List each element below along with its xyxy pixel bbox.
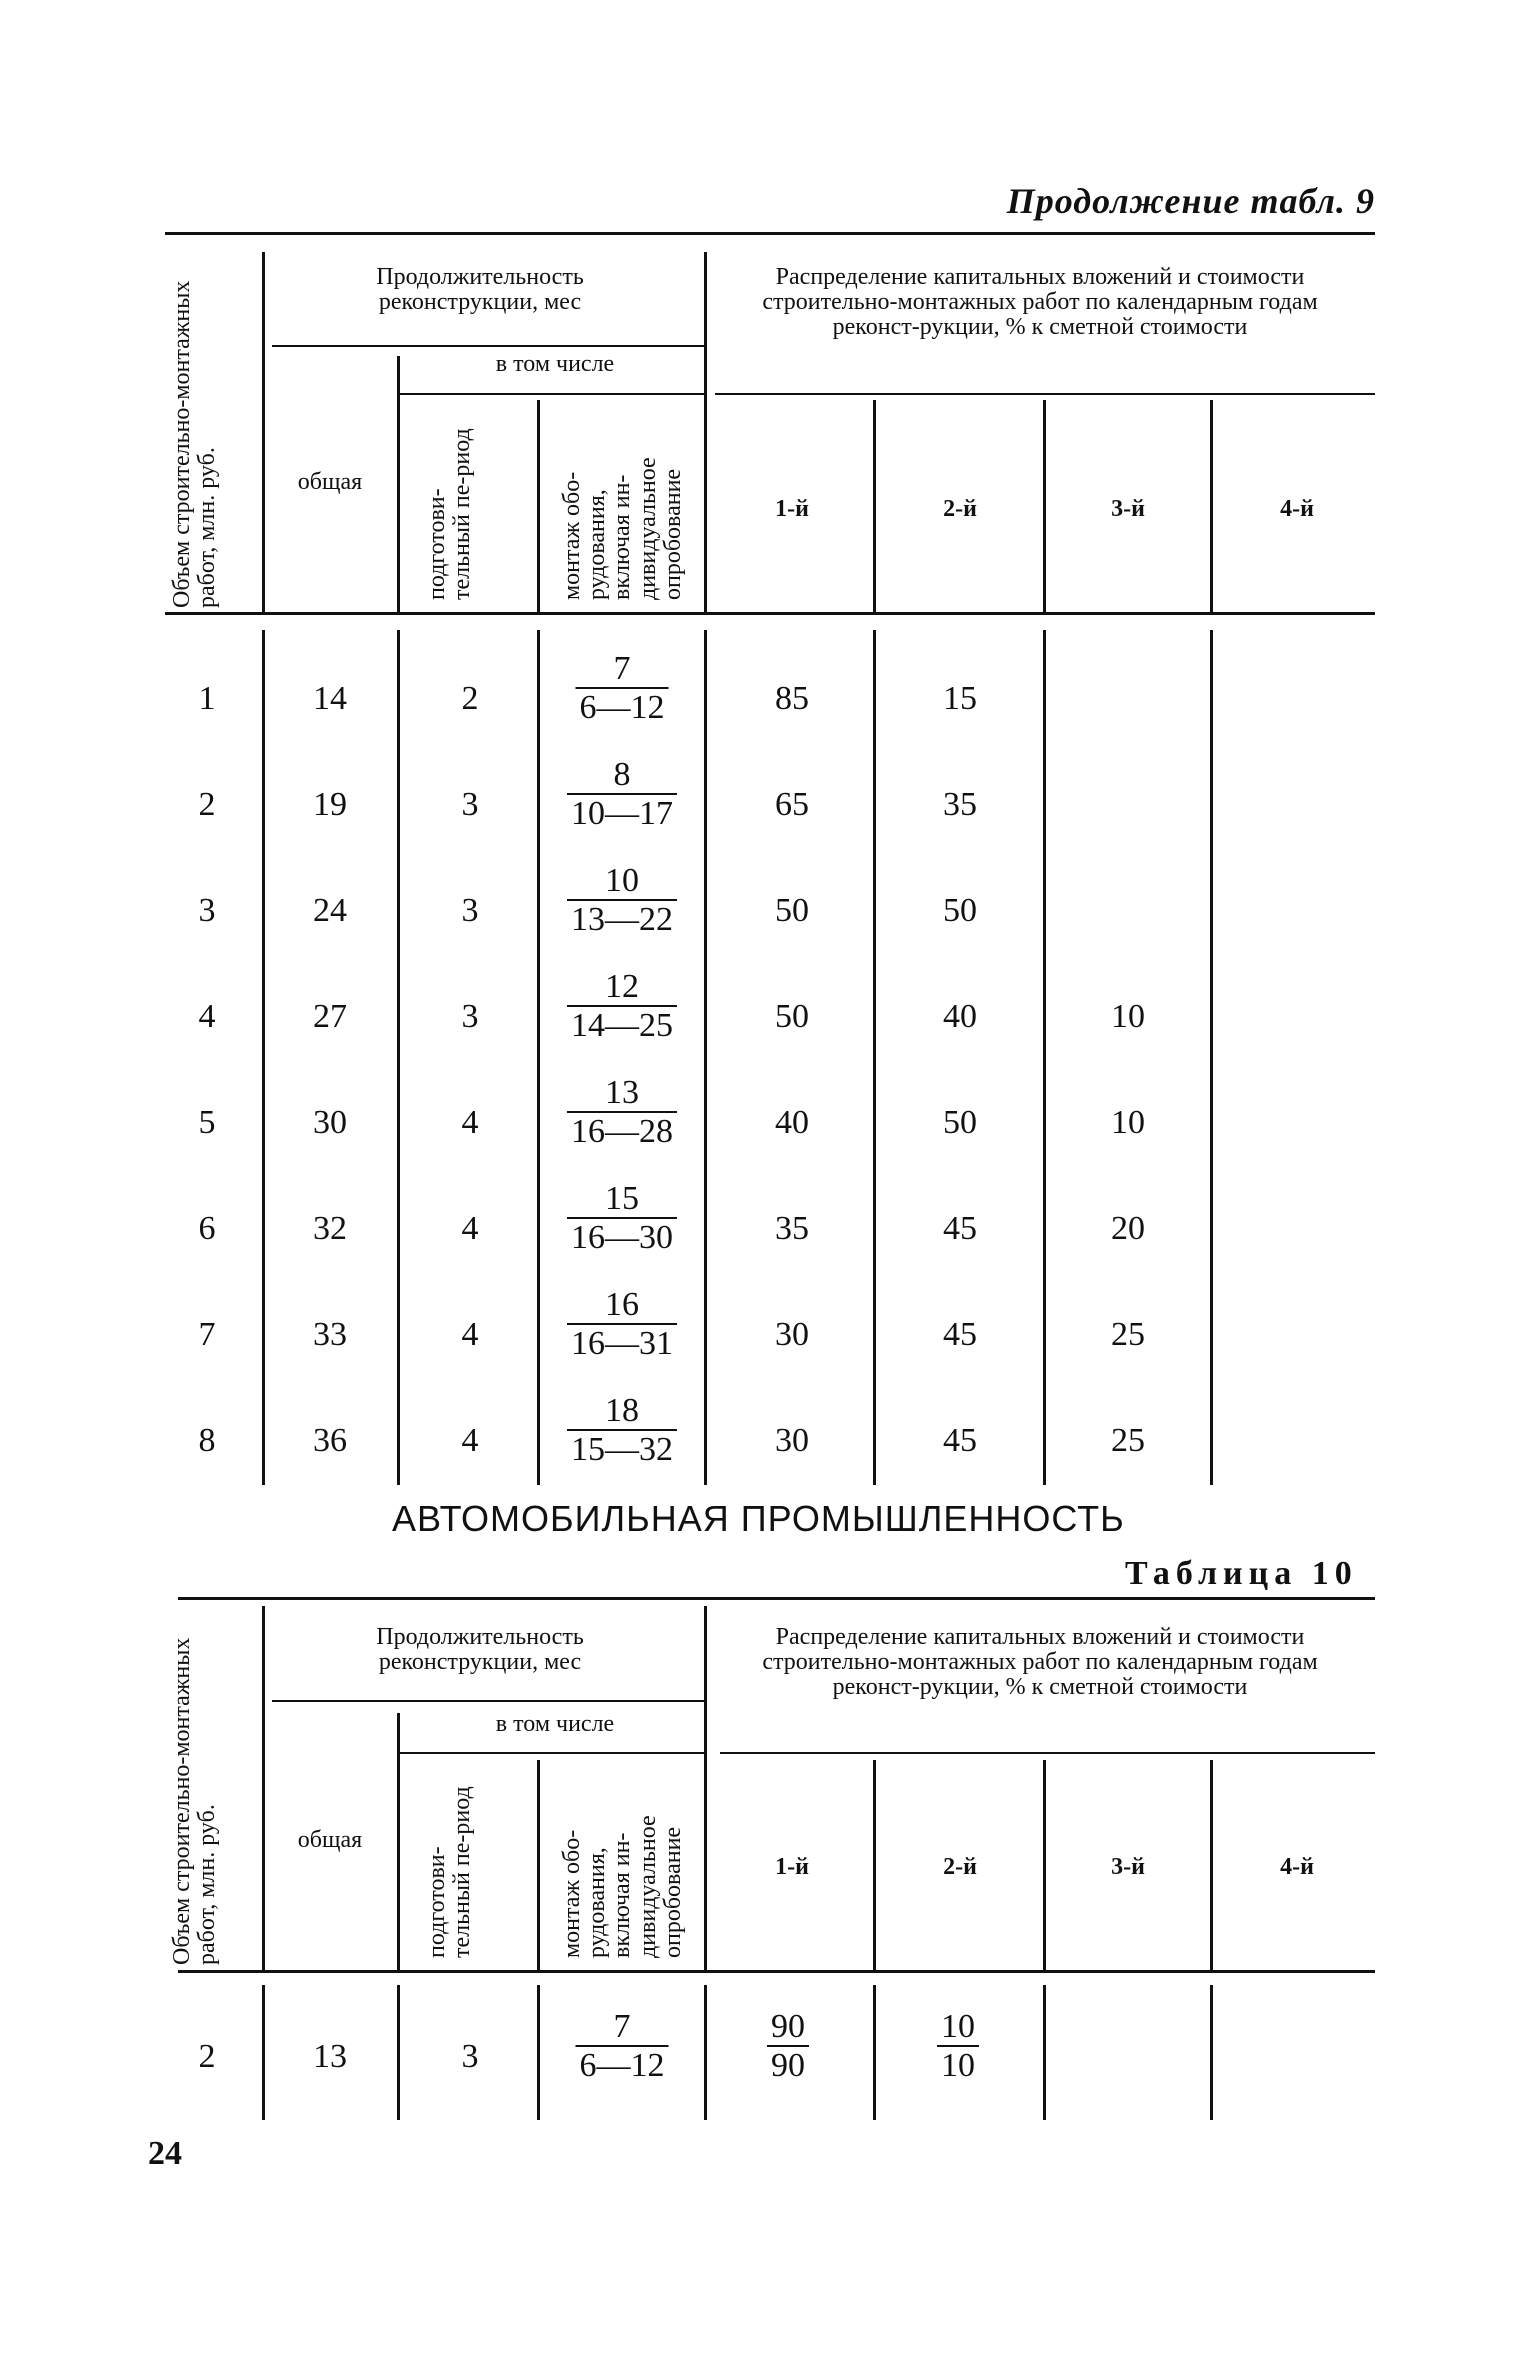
cell-year-2: $\frac{10}{10}$: [937, 2008, 979, 2085]
table10-header-divider: [704, 1606, 707, 1970]
table9-body-divider: [537, 630, 540, 1485]
cell-year-1: 50: [775, 998, 809, 1035]
cell-total: 19: [313, 786, 347, 823]
cell-install: $\frac{13}{16—28}$: [567, 1074, 677, 1151]
cell-prep: 3: [461, 786, 479, 823]
continuation-title: Продолжение табл. 9: [1006, 181, 1375, 221]
header-year-4: 4-й: [1280, 1854, 1314, 1880]
cell-year-2: 45: [943, 1316, 977, 1353]
table10-body-divider: [873, 1985, 876, 2120]
section-title: АВТОМОБИЛЬНАЯ ПРОМЫШЛЕННОСТЬ: [392, 1498, 1125, 1539]
table10-body-divider: [704, 1985, 707, 2120]
cell-year-1: $\frac{90}{90}$: [767, 2008, 809, 2085]
cell-prep: 4: [461, 1316, 479, 1353]
table9-header-divider: [704, 252, 707, 612]
table9-body-divider: [1043, 630, 1046, 1485]
cell-install: $\frac{15}{16—30}$: [567, 1180, 677, 1257]
table10-header-divider: [1210, 1760, 1213, 1970]
cell-year-2: 40: [943, 998, 977, 1035]
cell-total: 30: [313, 1104, 347, 1141]
cell-year-3: 10: [1111, 998, 1145, 1035]
cell-prep: 4: [461, 1210, 479, 1247]
header-year-2: 2-й: [943, 1854, 977, 1880]
header-year-1: 1-й: [775, 496, 809, 522]
header-distribution: Распределение капитальных вложений и стоимости строительно-монтажных работ по календарным годам реконст-рукции, % к сметной стоимости: [762, 264, 1318, 341]
cell-prep: 4: [461, 1104, 479, 1141]
cell-volume: 2: [198, 2038, 216, 2075]
table9-header-divider: [262, 252, 265, 612]
table10-header-divider: [262, 1606, 265, 1970]
cell-year-3: 10: [1111, 1104, 1145, 1141]
cell-prep: 3: [461, 892, 479, 929]
table9-body-divider: [262, 630, 265, 1485]
cell-prep: 3: [461, 998, 479, 1035]
header-duration: Продолжительность реконструкции, мес: [376, 1624, 584, 1676]
table10-header-divider: [537, 1760, 540, 1970]
header-volume: Объем строительно-монтажных работ, млн. руб.: [169, 280, 221, 608]
cell-total: 36: [313, 1422, 347, 1459]
table10-body-divider: [1210, 1985, 1213, 2120]
table9-body-divider: [1210, 630, 1213, 1485]
header-including: в том числе: [495, 1711, 615, 1737]
cell-total: 32: [313, 1210, 347, 1247]
table10-title: Таблица 10: [1125, 1555, 1358, 1592]
header-install: монтаж обо-рудования, включая ин-дивидуальное опробование: [559, 1815, 686, 1958]
header-year-1: 1-й: [775, 1854, 809, 1880]
cell-prep: 2: [461, 680, 479, 717]
header-volume: Объем строительно-монтажных работ, млн. руб.: [169, 1637, 221, 1965]
table9-header-subrule: [715, 393, 1375, 395]
cell-install: $\frac{12}{14—25}$: [567, 968, 677, 1045]
cell-year-1: 35: [775, 1210, 809, 1247]
cell-year-3: 25: [1111, 1422, 1145, 1459]
cell-volume: 7: [198, 1316, 216, 1353]
cell-total: 24: [313, 892, 347, 929]
header-year-2: 2-й: [943, 496, 977, 522]
table9-header-subrule: [272, 345, 704, 347]
table10-header-bottom-rule: [178, 1970, 1375, 1973]
table9-header-divider: [1043, 400, 1046, 612]
cell-total: 27: [313, 998, 347, 1035]
cell-total: 33: [313, 1316, 347, 1353]
cell-volume: 3: [198, 892, 216, 929]
cell-year-2: 35: [943, 786, 977, 823]
table10-header-divider: [1043, 1760, 1046, 1970]
table10-header-subrule: [720, 1752, 1375, 1754]
cell-year-1: 40: [775, 1104, 809, 1141]
cell-prep: 4: [461, 1422, 479, 1459]
cell-year-2: 45: [943, 1422, 977, 1459]
cell-year-1: 65: [775, 786, 809, 823]
cell-year-1: 50: [775, 892, 809, 929]
cell-install: $\frac{16}{16—31}$: [567, 1286, 677, 1363]
header-prep: подготови-тельный пе-риод: [424, 1786, 476, 1958]
cell-install: $\frac{7}{6—12}$: [576, 2008, 669, 2085]
table10-body-divider: [1043, 1985, 1046, 2120]
header-year-3: 3-й: [1111, 496, 1145, 522]
cell-total: 14: [313, 680, 347, 717]
cell-year-2: 50: [943, 892, 977, 929]
cell-year-1: 30: [775, 1422, 809, 1459]
cell-volume: 6: [198, 1210, 216, 1247]
cell-install: $\frac{18}{15—32}$: [567, 1392, 677, 1469]
header-distribution: Распределение капитальных вложений и стоимости строительно-монтажных работ по календарным годам реконст-рукции, % к сметной стоимости: [762, 1624, 1318, 1701]
table9-header-divider: [537, 400, 540, 612]
cell-volume: 5: [198, 1104, 216, 1141]
cell-volume: 8: [198, 1422, 216, 1459]
table9-body-divider: [397, 630, 400, 1485]
cell-year-2: 50: [943, 1104, 977, 1141]
header-including: в том числе: [495, 351, 615, 377]
table10-header-divider: [873, 1760, 876, 1970]
cell-volume: 2: [198, 786, 216, 823]
cell-prep: 3: [461, 2038, 479, 2075]
table9-header-divider: [1210, 400, 1213, 612]
cell-volume: 4: [198, 998, 216, 1035]
header-total: общая: [297, 1827, 363, 1853]
cell-install: $\frac{10}{13—22}$: [567, 862, 677, 939]
cell-volume: 1: [198, 680, 216, 717]
page-number: 24: [148, 2135, 182, 2172]
header-prep: подготови-тельный пе-риод: [424, 428, 476, 600]
table9-header-bottom-rule: [165, 612, 1375, 615]
header-year-4: 4-й: [1280, 496, 1314, 522]
table10-header-subrule: [400, 1752, 704, 1754]
cell-year-2: 45: [943, 1210, 977, 1247]
table10-body-divider: [262, 1985, 265, 2120]
table10-body-divider: [397, 1985, 400, 2120]
header-install: монтаж обо-рудования, включая ин-дивидуальное опробование: [559, 457, 686, 600]
table9-top-rule: [165, 232, 1375, 235]
table9-header-subrule: [400, 393, 704, 395]
cell-year-1: 85: [775, 680, 809, 717]
table9-body-divider: [704, 630, 707, 1485]
header-duration: Продолжительность реконструкции, мес: [376, 264, 584, 316]
cell-year-3: 25: [1111, 1316, 1145, 1353]
cell-install: $\frac{7}{6—12}$: [576, 650, 669, 727]
cell-year-2: 15: [943, 680, 977, 717]
cell-install: $\frac{8}{10—17}$: [567, 756, 677, 833]
table9-header-divider: [873, 400, 876, 612]
header-year-3: 3-й: [1111, 1854, 1145, 1880]
table10-header-subrule: [272, 1700, 704, 1702]
cell-year-3: 20: [1111, 1210, 1145, 1247]
table10-body-divider: [537, 1985, 540, 2120]
cell-total: 13: [313, 2038, 347, 2075]
header-total: общая: [297, 469, 363, 495]
table9-body-divider: [873, 630, 876, 1485]
cell-year-1: 30: [775, 1316, 809, 1353]
table10-top-rule: [178, 1597, 1375, 1600]
